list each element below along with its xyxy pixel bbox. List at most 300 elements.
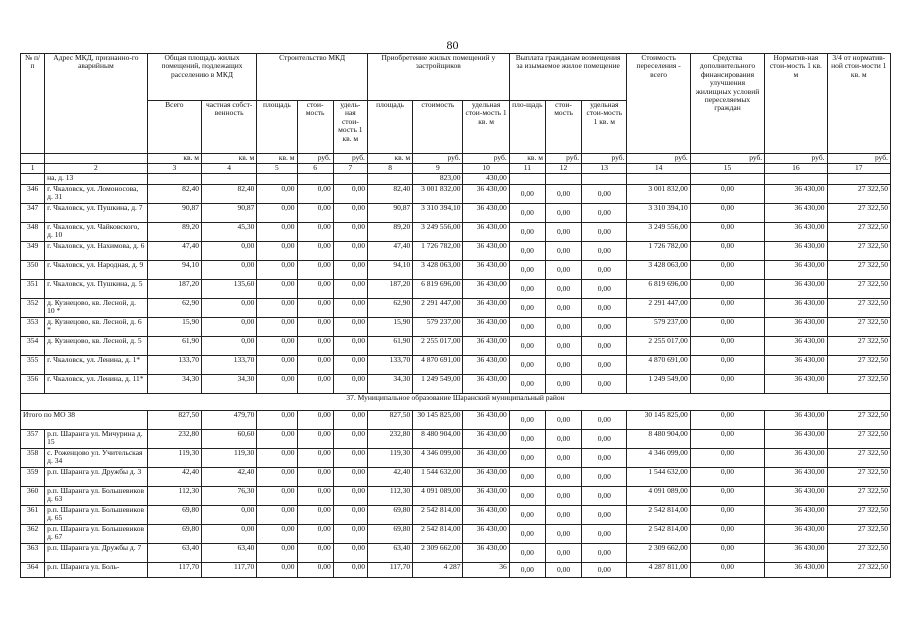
row-number: 360 <box>21 487 45 506</box>
construction-area-cell: 0,00 <box>257 242 297 261</box>
resettle-cost-cell: 2 542 814,00 <box>627 506 690 525</box>
subheader-unit-cost: удельная стои-мость 1 кв. м <box>582 101 627 154</box>
address-cell: г. Чкаловск, ул. Нахимова, д. 6 <box>45 242 148 261</box>
address-cell: г. Чкаловск, ул. Чайковского, д. 10 <box>45 223 148 242</box>
construction-area-cell: 0,00 <box>257 204 297 223</box>
purchase-area-cell: 94,10 <box>367 261 412 280</box>
construction-area-cell: 0,00 <box>257 563 297 578</box>
address-cell: с. Роженцово ул. Учительская д. 34 <box>45 449 148 468</box>
construction-unit-cost-cell: 0,00 <box>333 337 367 356</box>
construction-area-cell: 0,00 <box>257 356 297 375</box>
row-number: 356 <box>21 375 45 394</box>
extra-funds-cell: 0,00 <box>690 242 764 261</box>
continuation-row <box>21 174 891 185</box>
private-area-cell: 0,00 <box>202 337 257 356</box>
total-area-cell: 90,87 <box>147 204 201 223</box>
purchase-cost-cell: 3 310 394,10 <box>413 204 463 223</box>
payment-cost-cell: 0,00 <box>545 449 581 468</box>
norm-cost-cell: 36 430,00 <box>765 185 827 204</box>
section-row <box>21 394 891 411</box>
three-quarters-cell: 27 322,50 <box>827 356 890 375</box>
row-number: 361 <box>21 506 45 525</box>
payment-area-cell: 0,00 <box>509 337 545 356</box>
payment-cost-cell: 0,00 <box>545 506 581 525</box>
norm-cost-cell: 36 430,00 <box>765 468 827 487</box>
construction-area-cell: 0,00 <box>257 468 297 487</box>
payment-cost-cell: 0,00 <box>545 185 581 204</box>
extra-funds-cell: 0,00 <box>690 337 764 356</box>
header-extra-funds: Средства дополнительного финансирования улучшения жилищных условий переселяемых граждан <box>690 54 764 154</box>
resettle-cost-cell: 2 291 447,00 <box>627 299 690 318</box>
payment-cost-cell: 0,00 <box>545 430 581 449</box>
payment-unit-cost-cell: 0,00 <box>582 299 627 318</box>
construction-unit-cost-cell: 0,00 <box>333 544 367 563</box>
row-number: 355 <box>21 356 45 375</box>
subheader-total: Всего <box>147 101 201 154</box>
purchase-unit-cost-cell: 36 430,00 <box>463 223 509 242</box>
payment-unit-cost-cell: 0,00 <box>582 242 627 261</box>
row-number: 359 <box>21 468 45 487</box>
purchase-cost-cell: 6 819 696,00 <box>413 280 463 299</box>
construction-unit-cost-cell: 0,00 <box>333 223 367 242</box>
private-area-cell: 82,40 <box>202 185 257 204</box>
table-row <box>21 242 891 261</box>
column-number: 13 <box>582 164 627 174</box>
header-purchase: Приобретение жилых помещений у застройщиков <box>367 54 509 101</box>
total-area-cell: 89,20 <box>147 223 201 242</box>
extra-funds-cell: 0,00 <box>690 506 764 525</box>
resettle-cost-cell: 4 870 691,00 <box>627 356 690 375</box>
extra-funds-cell: 0,00 <box>690 261 764 280</box>
resettle-cost-cell: 2 255 017,00 <box>627 337 690 356</box>
column-number: 4 <box>202 164 257 174</box>
header-total-area: Общая площадь жилых помещений, подлежащих расселению в МКД <box>147 54 257 101</box>
total-area-cell: 63,40 <box>147 544 201 563</box>
purchase-area-cell: 90,87 <box>367 204 412 223</box>
purchase-area-cell: 47,40 <box>367 242 412 261</box>
private-area-cell: 60,60 <box>202 430 257 449</box>
payment-cost-cell: 0,00 <box>545 337 581 356</box>
row-number: 348 <box>21 223 45 242</box>
payment-cost-cell: 0,00 <box>545 204 581 223</box>
three-quarters-cell: 27 322,50 <box>827 375 890 394</box>
payment-area-cell: 0,00 <box>509 223 545 242</box>
resettle-cost-cell: 1 726 782,00 <box>627 242 690 261</box>
column-numbers-row <box>21 164 891 174</box>
construction-unit-cost-cell: 0,00 <box>333 375 367 394</box>
three-quarters-cell: 27 322,50 <box>827 544 890 563</box>
payment-area-cell: 0,00 <box>509 449 545 468</box>
construction-cost-cell: 0,00 <box>297 318 333 337</box>
row-number: 364 <box>21 563 45 578</box>
purchase-cost-cell: 3 249 556,00 <box>413 223 463 242</box>
three-quarters-cell: 27 322,50 <box>827 449 890 468</box>
extra-funds-cell: 0,00 <box>690 356 764 375</box>
private-area-cell: 76,30 <box>202 487 257 506</box>
payment-unit-cost-cell: 0,00 <box>582 375 627 394</box>
private-area-cell: 117,70 <box>202 563 257 578</box>
construction-area-cell: 0,00 <box>257 299 297 318</box>
construction-cost-cell: 0,00 <box>297 299 333 318</box>
construction-unit-cost-cell: 0,00 <box>333 430 367 449</box>
purchase-cost-cell: 4 287 <box>413 563 463 578</box>
table-row <box>21 223 891 242</box>
private-area-cell: 479,70 <box>202 411 257 430</box>
three-quarters-cell: 27 322,50 <box>827 318 890 337</box>
private-area-cell: 90,87 <box>202 204 257 223</box>
payment-area-cell: 0,00 <box>509 506 545 525</box>
table-row <box>21 261 891 280</box>
construction-cost-cell: 0,00 <box>297 261 333 280</box>
payment-area-cell: 0,00 <box>509 525 545 544</box>
norm-cost-cell: 36 430,00 <box>765 375 827 394</box>
payment-area-cell: 0,00 <box>509 487 545 506</box>
address-cell: р.п. Шаранга ул. Дружбы д. 3 <box>45 468 148 487</box>
table-row <box>21 449 891 468</box>
table-row <box>21 337 891 356</box>
row-number: 351 <box>21 280 45 299</box>
payment-area-cell: 0,00 <box>509 411 545 430</box>
address-cell: г. Чкаловск, ул. Ленина, д. 11* <box>45 375 148 394</box>
construction-unit-cost-cell: 0,00 <box>333 185 367 204</box>
address-cell: г. Чкаловск, ул. Ленина, д. 1* <box>45 356 148 375</box>
construction-area-cell: 0,00 <box>257 261 297 280</box>
column-number: 2 <box>45 164 148 174</box>
extra-funds-cell: 0,00 <box>690 204 764 223</box>
purchase-unit-cost-cell: 36 430,00 <box>463 411 509 430</box>
address-cell: г. Чкаловск, ул. Ломоносова, д. 31 <box>45 185 148 204</box>
resettle-cost-cell: 3 310 394,10 <box>627 204 690 223</box>
row-number: 350 <box>21 261 45 280</box>
row-number: 358 <box>21 449 45 468</box>
payment-area-cell: 0,00 <box>509 430 545 449</box>
total-area-cell: 133,70 <box>147 356 201 375</box>
extra-funds-cell: 0,00 <box>690 375 764 394</box>
payment-unit-cost-cell: 0,00 <box>582 544 627 563</box>
units-row <box>21 154 891 164</box>
norm-cost-cell: 36 430,00 <box>765 506 827 525</box>
extra-funds-cell: 0,00 <box>690 563 764 578</box>
header-payment: Выплата гражданам возмещения за изымаемое жилое помещение <box>509 54 627 101</box>
row-number: 352 <box>21 299 45 318</box>
row-number: 347 <box>21 204 45 223</box>
page-number: 80 <box>446 38 459 52</box>
payment-unit-cost-cell: 0,00 <box>582 337 627 356</box>
header-norm-cost: Норматив-ная стои-мость 1 кв. м <box>765 54 827 154</box>
resettle-cost-cell: 8 480 904,00 <box>627 430 690 449</box>
row-number: 349 <box>21 242 45 261</box>
unit-cell: руб. <box>297 154 333 164</box>
total-area-cell: 119,30 <box>147 449 201 468</box>
table-row <box>21 430 891 449</box>
construction-area-cell: 0,00 <box>257 506 297 525</box>
payment-area-cell: 0,00 <box>509 468 545 487</box>
construction-cost-cell: 0,00 <box>297 563 333 578</box>
extra-funds-cell: 0,00 <box>690 185 764 204</box>
three-quarters-cell: 27 322,50 <box>827 487 890 506</box>
resettle-cost-cell: 6 819 696,00 <box>627 280 690 299</box>
construction-cost-cell: 0,00 <box>297 468 333 487</box>
construction-unit-cost-cell: 0,00 <box>333 299 367 318</box>
address-cell: на, д. 13 <box>45 174 148 185</box>
total-area-cell: 94,10 <box>147 261 201 280</box>
row-number: 354 <box>21 337 45 356</box>
three-quarters-cell: 27 322,50 <box>827 185 890 204</box>
construction-cost-cell: 0,00 <box>297 487 333 506</box>
payment-unit-cost-cell: 0,00 <box>582 430 627 449</box>
construction-cost-cell: 0,00 <box>297 242 333 261</box>
extra-funds-cell: 0,00 <box>690 318 764 337</box>
construction-cost-cell: 0,00 <box>297 449 333 468</box>
three-quarters-cell: 27 322,50 <box>827 223 890 242</box>
address-cell: р.п. Шаранга ул. Дружбы д. 7 <box>45 544 148 563</box>
payment-area-cell: 0,00 <box>509 563 545 578</box>
payment-cost-cell: 0,00 <box>545 223 581 242</box>
resettlement-table <box>20 53 891 578</box>
payment-cost-cell: 0,00 <box>545 525 581 544</box>
extra-funds-cell: 0,00 <box>690 430 764 449</box>
address-cell: р.п. Шаранга ул. Большевиков д. 65 <box>45 506 148 525</box>
purchase-unit-cost-cell: 36 <box>463 563 509 578</box>
total-area-cell: 69,80 <box>147 506 201 525</box>
construction-area-cell: 0,00 <box>257 318 297 337</box>
purchase-cost-cell: 2 309 662,00 <box>413 544 463 563</box>
norm-cost-cell: 36 430,00 <box>765 299 827 318</box>
construction-area-cell: 0,00 <box>257 411 297 430</box>
purchase-area-cell: 62,90 <box>367 299 412 318</box>
total-area-cell: 34,30 <box>147 375 201 394</box>
purchase-unit-cost-cell: 36 430,00 <box>463 487 509 506</box>
payment-cost-cell: 0,00 <box>545 375 581 394</box>
resettle-cost-cell: 4 091 089,00 <box>627 487 690 506</box>
subheader-cost: стои-мость <box>297 101 333 154</box>
section-title: 37. Муниципальное образование Шаранский муниципальный район <box>21 394 891 411</box>
unit-cell: руб. <box>333 154 367 164</box>
norm-cost-cell: 36 430,00 <box>765 544 827 563</box>
header-construction: Строительство МКД <box>257 54 368 101</box>
extra-funds-cell: 0,00 <box>690 223 764 242</box>
unit-cell: руб. <box>463 154 509 164</box>
private-area-cell: 63,40 <box>202 544 257 563</box>
construction-area-cell: 0,00 <box>257 430 297 449</box>
address-cell: г. Чкаловск, ул. Народная, д. 9 <box>45 261 148 280</box>
payment-unit-cost-cell: 0,00 <box>582 468 627 487</box>
unit-cell: кв. м <box>147 154 201 164</box>
address-cell: д. Кузнецово, кв. Лесной, д. 6 * <box>45 318 148 337</box>
construction-cost-cell: 0,00 <box>297 430 333 449</box>
payment-unit-cost-cell: 0,00 <box>582 487 627 506</box>
purchase-cost-cell: 1 249 549,00 <box>413 375 463 394</box>
resettle-cost-cell: 3 001 832,00 <box>627 185 690 204</box>
purchase-cost-cell: 2 542 814,00 <box>413 525 463 544</box>
payment-cost-cell: 0,00 <box>545 261 581 280</box>
norm-cost-cell: 36 430,00 <box>765 261 827 280</box>
unit-cell: руб. <box>765 154 827 164</box>
extra-funds-cell: 0,00 <box>690 468 764 487</box>
unit-cell: кв. м <box>509 154 545 164</box>
subheader-cost: стоимость <box>413 101 463 154</box>
table-row <box>21 280 891 299</box>
norm-cost-cell: 36 430,00 <box>765 242 827 261</box>
purchase-area-cell: 82,40 <box>367 185 412 204</box>
construction-area-cell: 0,00 <box>257 449 297 468</box>
row-number: 353 <box>21 318 45 337</box>
column-number: 5 <box>257 164 297 174</box>
purchase-unit-cost-cell: 36 430,00 <box>463 375 509 394</box>
payment-unit-cost-cell: 0,00 <box>582 318 627 337</box>
total-area-cell: 69,80 <box>147 525 201 544</box>
payment-cost-cell: 0,00 <box>545 356 581 375</box>
construction-cost-cell: 0,00 <box>297 204 333 223</box>
payment-cost-cell: 0,00 <box>545 318 581 337</box>
construction-cost-cell: 0,00 <box>297 544 333 563</box>
table-row <box>21 506 891 525</box>
subheader-unit-cost: удельная стои-мость 1 кв. м <box>463 101 509 154</box>
purchase-area-cell: 232,80 <box>367 430 412 449</box>
purchase-cost-cell: 4 091 089,00 <box>413 487 463 506</box>
purchase-cost-cell: 3 001 832,00 <box>413 185 463 204</box>
purchase-unit-cost-cell: 36 430,00 <box>463 261 509 280</box>
payment-area-cell: 0,00 <box>509 204 545 223</box>
private-area-cell: 0,00 <box>202 318 257 337</box>
subheader-cost: стои-мость <box>545 101 581 154</box>
purchase-area-cell: 89,20 <box>367 223 412 242</box>
private-area-cell: 42,40 <box>202 468 257 487</box>
address-cell: г. Чкаловск, ул. Пушкина, д. 7 <box>45 204 148 223</box>
purchase-cost-cell: 2 542 814,00 <box>413 506 463 525</box>
purchase-area-cell: 827,50 <box>367 411 412 430</box>
norm-cost-cell: 36 430,00 <box>765 430 827 449</box>
subheader-unit-cost: удель-ная стои-мость 1 кв. м <box>333 101 367 154</box>
resettle-cost-cell: 579 237,00 <box>627 318 690 337</box>
extra-funds-cell: 0,00 <box>690 299 764 318</box>
payment-area-cell: 0,00 <box>509 544 545 563</box>
three-quarters-cell: 27 322,50 <box>827 411 890 430</box>
construction-cost-cell: 0,00 <box>297 337 333 356</box>
unit-cell: руб. <box>582 154 627 164</box>
private-area-cell: 0,00 <box>202 261 257 280</box>
table-row <box>21 525 891 544</box>
total-area-cell: 62,90 <box>147 299 201 318</box>
payment-unit-cost-cell: 0,00 <box>582 261 627 280</box>
three-quarters-cell: 27 322,50 <box>827 337 890 356</box>
total-area-cell: 61,90 <box>147 337 201 356</box>
total-area-cell: 827,50 <box>147 411 201 430</box>
purchase-area-cell: 15,90 <box>367 318 412 337</box>
table-row <box>21 204 891 223</box>
subheader-area: площадь <box>367 101 412 154</box>
purchase-area-cell: 112,30 <box>367 487 412 506</box>
column-number: 3 <box>147 164 201 174</box>
purchase-area-cell: 69,80 <box>367 525 412 544</box>
three-quarters-cell: 27 322,50 <box>827 506 890 525</box>
unit-cell: руб. <box>545 154 581 164</box>
column-number: 8 <box>367 164 412 174</box>
column-number: 12 <box>545 164 581 174</box>
purchase-unit-cost-cell: 36 430,00 <box>463 544 509 563</box>
payment-unit-cost-cell: 0,00 <box>582 185 627 204</box>
resettle-cost-cell: 4 346 099,00 <box>627 449 690 468</box>
purchase-area-cell: 133,70 <box>367 356 412 375</box>
construction-area-cell: 0,00 <box>257 223 297 242</box>
extra-funds-cell: 0,00 <box>690 449 764 468</box>
row-number: 346 <box>21 185 45 204</box>
construction-unit-cost-cell: 0,00 <box>333 411 367 430</box>
payment-cost-cell: 0,00 <box>545 411 581 430</box>
payment-unit-cost-cell: 0,00 <box>582 411 627 430</box>
payment-area-cell: 0,00 <box>509 318 545 337</box>
unit-cell: руб. <box>627 154 690 164</box>
payment-area-cell: 0,00 <box>509 356 545 375</box>
norm-cost-cell: 36 430,00 <box>765 563 827 578</box>
three-quarters-cell: 27 322,50 <box>827 242 890 261</box>
purchase-unit-cost-cell: 36 430,00 <box>463 204 509 223</box>
construction-unit-cost-cell: 0,00 <box>333 261 367 280</box>
three-quarters-cell: 27 322,50 <box>827 430 890 449</box>
purchase-unit-cost-cell: 36 430,00 <box>463 242 509 261</box>
payment-cost-cell: 0,00 <box>545 487 581 506</box>
purchase-cost-cell: 3 428 063,00 <box>413 261 463 280</box>
construction-cost-cell: 0,00 <box>297 525 333 544</box>
resettle-cost-cell: 2 542 814,00 <box>627 525 690 544</box>
resettle-cost-cell: 2 309 662,00 <box>627 544 690 563</box>
payment-cost-cell: 0,00 <box>545 280 581 299</box>
private-area-cell: 0,00 <box>202 299 257 318</box>
purchase-unit-cost-cell: 36 430,00 <box>463 468 509 487</box>
payment-unit-cost-cell: 0,00 <box>582 506 627 525</box>
address-cell: р.п. Шаранга ул. Мичурина д. 15 <box>45 430 148 449</box>
purchase-cost-cell: 2 255 017,00 <box>413 337 463 356</box>
resettle-cost-cell: 3 428 063,00 <box>627 261 690 280</box>
resettle-cost-cell: 30 145 825,00 <box>627 411 690 430</box>
table-row <box>21 185 891 204</box>
total-area-cell: 187,20 <box>147 280 201 299</box>
purchase-cost-cell: 8 480 904,00 <box>413 430 463 449</box>
construction-cost-cell: 0,00 <box>297 185 333 204</box>
construction-cost-cell: 0,00 <box>297 280 333 299</box>
purchase-area-cell: 63,40 <box>367 544 412 563</box>
private-area-cell: 45,30 <box>202 223 257 242</box>
unit-cost-cell: 430,00 <box>463 174 509 185</box>
resettle-cost-cell: 1 249 549,00 <box>627 375 690 394</box>
total-area-cell: 117,70 <box>147 563 201 578</box>
unit-cell: руб. <box>413 154 463 164</box>
subheader-private: частная собст-венность <box>202 101 257 154</box>
purchase-unit-cost-cell: 36 430,00 <box>463 449 509 468</box>
address-cell: р.п. Шаранга ул. Большевиков д. 67 <box>45 525 148 544</box>
three-quarters-cell: 27 322,50 <box>827 525 890 544</box>
address-cell: д. Кузнецово, кв. Лесной, д. 5 <box>45 337 148 356</box>
norm-cost-cell: 36 430,00 <box>765 449 827 468</box>
construction-unit-cost-cell: 0,00 <box>333 563 367 578</box>
total-area-cell: 112,30 <box>147 487 201 506</box>
private-area-cell: 0,00 <box>202 506 257 525</box>
total-area-cell: 15,90 <box>147 318 201 337</box>
payment-area-cell: 0,00 <box>509 299 545 318</box>
private-area-cell: 0,00 <box>202 525 257 544</box>
construction-cost-cell: 0,00 <box>297 506 333 525</box>
purchase-unit-cost-cell: 36 430,00 <box>463 280 509 299</box>
extra-funds-cell: 0,00 <box>690 487 764 506</box>
purchase-area-cell: 117,70 <box>367 563 412 578</box>
purchase-cost-cell: 4 870 691,00 <box>413 356 463 375</box>
construction-cost-cell: 0,00 <box>297 411 333 430</box>
column-number: 7 <box>333 164 367 174</box>
purchase-cost-cell: 2 291 447,00 <box>413 299 463 318</box>
construction-unit-cost-cell: 0,00 <box>333 204 367 223</box>
norm-cost-cell: 36 430,00 <box>765 280 827 299</box>
purchase-unit-cost-cell: 36 430,00 <box>463 337 509 356</box>
